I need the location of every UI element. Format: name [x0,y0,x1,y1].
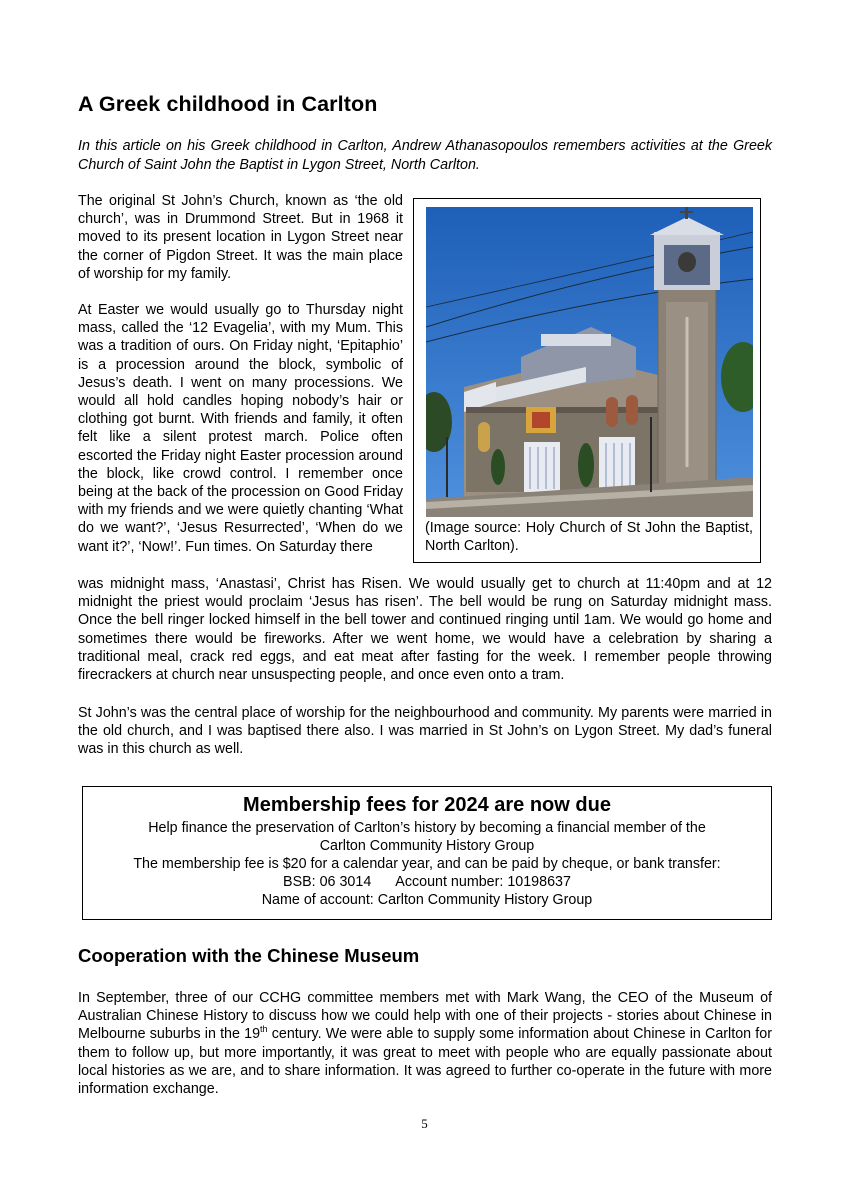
paragraph-chinese-museum: In September, three of our CCHG committee members met with Mark Wang, the CEO of the Museum of Australian Chinese History to discuss how we could help with one of their projects - stories about Chinese in Melbourne suburbs in the 19th century. We were able to supply some information about Chinese in Carlton for them to follow up, but more importantly, it was great to meet with people who are equally passionate about local histories as we are, and to share information. It was agreed to further co-operate in the future with more information exchange. [78,990,772,1098]
bsb-number: BSB: 06 3014 [283,874,372,890]
paragraph-easter: At Easter we would usually go to Thursday night mass, called the ‘12 Evagelia’, with my Mum. This was a tradition of ours. On Friday night, ‘Epitaphio’ is a procession around the block, symbolic of Jesus’s death. I went on many processions. We would all hold candles hoping nobody’s hair or clothing got burnt. With friends and family, it often felt like a silent protest march. Police often escorted the Friday night Easter procession around the block, like crowd control. I remember once being at the back of the procession on Good Friday with my friends and we were quietly chanting ‘What do we want?’, ‘Jesus Resurrected’, ‘When do we want it?’, ‘Now!’. Fun times. On Saturday there [78,302,403,555]
church-figure [413,198,761,563]
membership-line-1: Help finance the preservation of Carlton’s history by becoming a financial member of the [148,820,706,836]
account-number: Account number: 10198637 [395,874,571,890]
paragraph-old-church: The original St John’s Church, known as ‘the old church’, was in Drummond Street. But in 1968 it moved to its present location in Lygon Street near the corner of Pigdon Street. It was the main place of worship for my family. [78,193,403,282]
article-intro: In this article on his Greek childhood in Carlton, Andrew Athanasopoulos remembers activities at the Greek Church of Saint John the Baptist in Lygon Street, North Carlton. [78,138,772,173]
membership-notice [82,786,772,920]
church-photo [426,207,753,517]
figure-caption: (Image source: Holy Church of St John the Baptist, North Carlton). [425,520,753,555]
article-title: A Greek childhood in Carlton [78,92,378,116]
section-heading-chinese-museum: Cooperation with the Chinese Museum [78,945,420,966]
membership-line-3: The membership fee is $20 for a calendar year, and can be paid by cheque, or bank transfer: [133,856,721,872]
membership-heading: Membership fees for 2024 are now due [243,794,611,816]
page-number: 5 [421,1116,428,1131]
paragraph-central-worship: St John’s was the central place of worship for the neighbourhood and community. My parents were married in the old church, and I was baptised there also. I was married in St John’s on Lygon Street. My dad’s funeral was in this church as well. [78,705,772,758]
membership-bank-details [83,873,771,891]
paragraph-easter-continued: was midnight mass, ‘Anastasi’, Christ has Risen. We would usually get to church at 11:40pm and at 12 midnight the priest would proclaim ‘Jesus has risen’. The bell would be rung on Saturday midnight mass. Once the bell ringer locked himself in the bell tower and continued ringing until 1am. We would go home and sometimes there would be fireworks. After we went home, we would have a celebration by sharing a traditional meal, crack red eggs, and eat meat after fasting for the week. I remember people throwing firecrackers at church near unsuspecting people, and once even onto a tram. [78,576,772,684]
membership-account-name: Name of account: Carlton Community History Group [261,892,593,908]
membership-line-2: Carlton Community History Group [319,838,535,854]
